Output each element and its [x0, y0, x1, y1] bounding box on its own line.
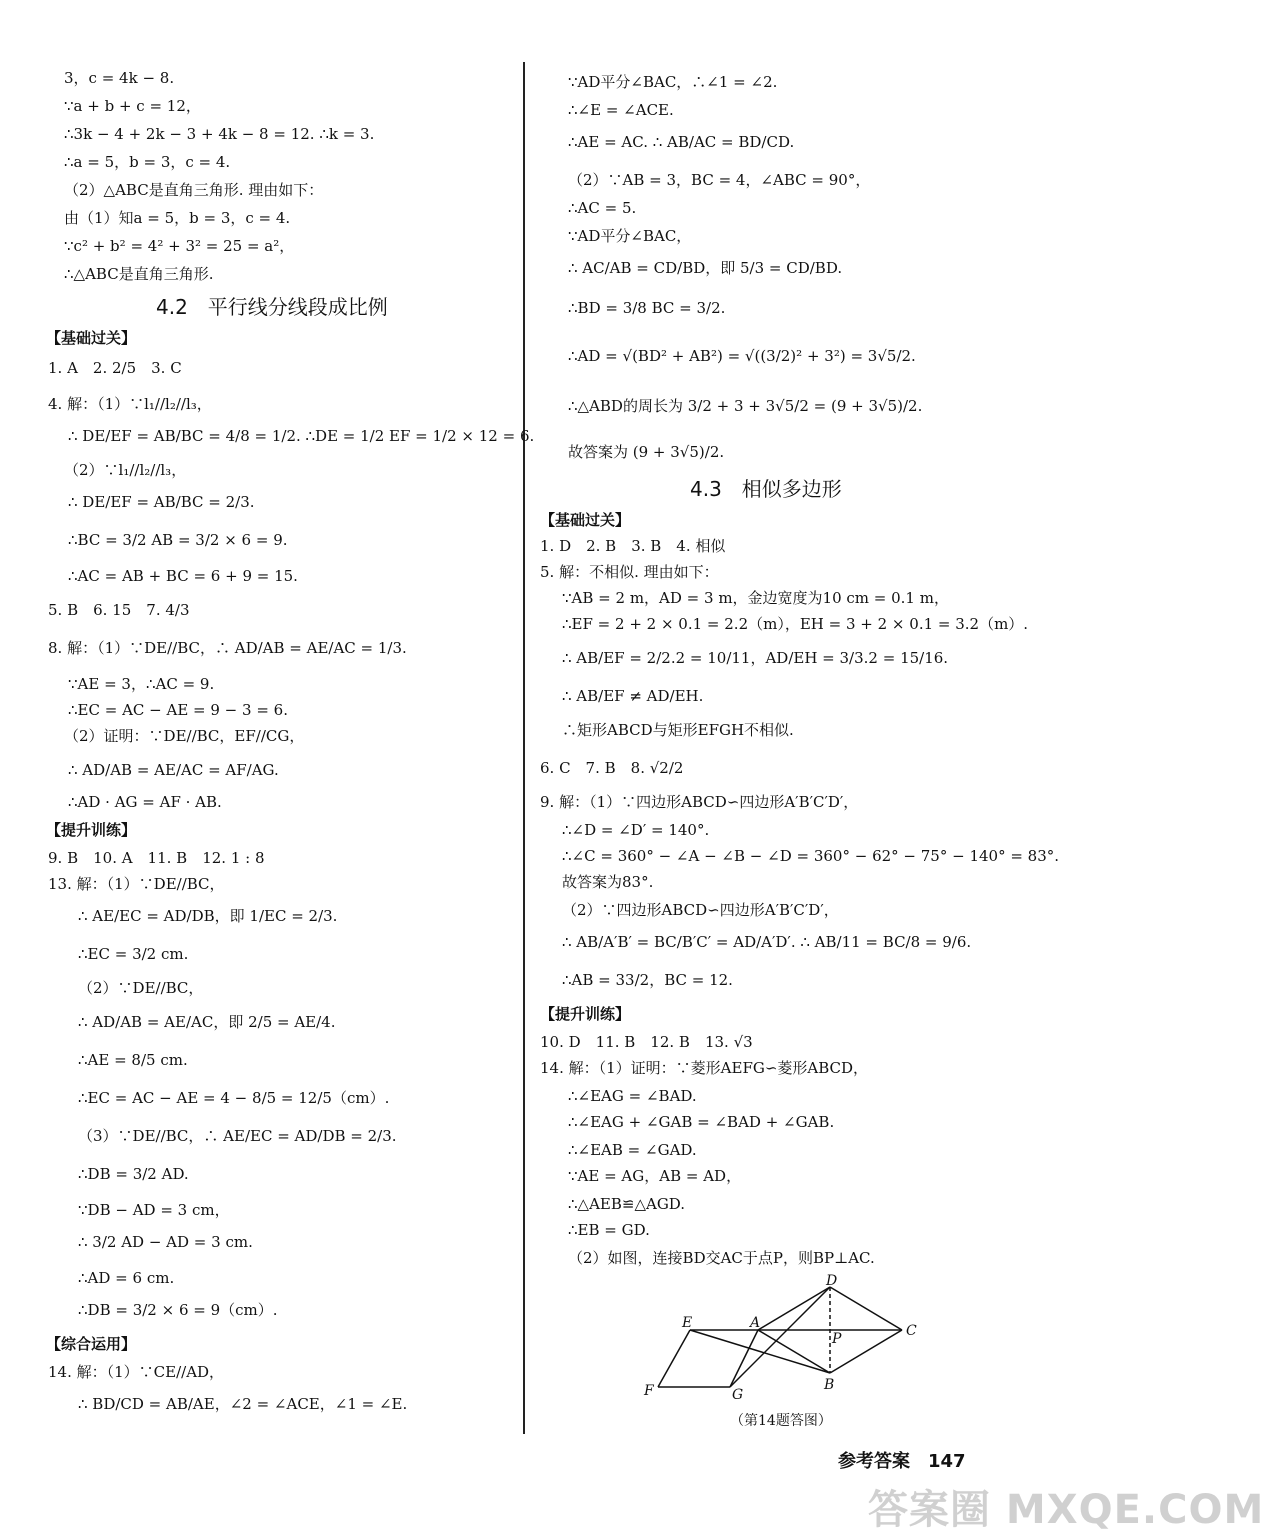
text-line: 3，c = 4k − 8.: [64, 69, 175, 87]
segment-EB: [690, 1330, 830, 1373]
text-line: （2）∵AB = 3，BC = 4，∠ABC = 90°，: [568, 171, 871, 189]
answer-line: ∴AD = 6 cm.: [78, 1269, 175, 1287]
answer-line: 8. 解：（1）∵DE//BC，∴ AD/AB = AE/AC = 1/3.: [48, 639, 407, 657]
answer-line: 9. 解：（1）∵四边形ABCD∽四边形A′B′C′D′，: [540, 793, 859, 811]
tag-improve: 【提升训练】: [46, 821, 137, 839]
answer-line: ∴∠C = 360° − ∠A − ∠B − ∠D = 360° − 62° − 75° − 140° = 83°.: [562, 847, 1060, 865]
tag-comprehensive: 【综合运用】: [46, 1335, 137, 1353]
text-line: （2）△ABC是直角三角形. 理由如下：: [64, 181, 324, 199]
segment-BA: [758, 1330, 830, 1373]
answer-line: ∵DB − AD = 3 cm，: [78, 1201, 230, 1219]
label-A: A: [750, 1315, 761, 1331]
tag-basic: 【基础过关】: [540, 511, 631, 529]
answer-line: ∵AE = 3，∴AC = 9.: [68, 675, 215, 693]
answer-line: ∴∠D = ∠D′ = 140°.: [562, 821, 710, 839]
answer-line: 10. D 11. B 12. B 13. √3: [540, 1033, 753, 1051]
section-title-4-2: 4.2 平行线分线段成比例: [156, 295, 388, 319]
answer-line: 故答案为83°.: [562, 873, 654, 891]
answer-line: ∴ BD/CD = AB/AE，∠2 = ∠ACE，∠1 = ∠E.: [78, 1395, 408, 1413]
label-B: B: [824, 1377, 835, 1393]
answer-line: 4. 解：（1）∵l₁//l₂//l₃，: [48, 395, 212, 413]
answer-line: （2）∵四边形ABCD∽四边形A′B′C′D′，: [562, 901, 839, 919]
answer-line: ∴EB = GD.: [568, 1221, 650, 1239]
label-E: E: [682, 1315, 693, 1331]
answer-line: ∵AB = 2 m，AD = 3 m，金边宽度为10 cm = 0.1 m，: [562, 589, 949, 607]
text-line: ∴AE = AC. ∴ AB/AC = BD/CD.: [568, 133, 795, 151]
answer-line: 1. A 2. 2/5 3. C: [48, 359, 182, 377]
text-line: ∴AD = √(BD² + AB²) = √((3/2)² + 3²) = 3√5/2.: [568, 347, 916, 365]
section-title-4-3: 4.3 相似多边形: [690, 477, 842, 501]
answer-line: ∴ AD/AB = AE/AC，即 2/5 = AE/4.: [78, 1013, 336, 1031]
answer-line: ∴BC = 3/2 AB = 3/2 × 6 = 9.: [68, 531, 288, 549]
answer-line: 14. 解：（1）∵CE//AD，: [48, 1363, 225, 1381]
answer-line: 5. 解：不相似. 理由如下：: [540, 563, 719, 581]
answer-line: （2）如图，连接BD交AC于点P，则BP⊥AC.: [568, 1249, 875, 1267]
segment-GD: [730, 1287, 830, 1387]
answer-line: ∴矩形ABCD与矩形EFGH不相似.: [562, 721, 794, 739]
tag-basic: 【基础过关】: [46, 329, 137, 347]
text-line: ∵c² + b² = 4² + 3² = 25 = a²，: [64, 237, 295, 255]
answer-line: ∴ AD/AB = AE/AC = AF/AG.: [68, 761, 279, 779]
answer-line: ∴ AB/EF = 2/2.2 = 10/11，AD/EH = 3/3.2 = 15/16.: [562, 649, 949, 667]
answer-line: ∴∠EAG + ∠GAB = ∠BAD + ∠GAB.: [568, 1113, 835, 1131]
answer-line: ∴AC = AB + BC = 6 + 9 = 15.: [68, 567, 298, 585]
text-line: ∴ AC/AB = CD/BD，即 5/3 = CD/BD.: [568, 259, 843, 277]
answer-line: ∴ 3/2 AD − AD = 3 cm.: [78, 1233, 253, 1251]
answer-line: ∴AD · AG = AF · AB.: [68, 793, 222, 811]
answer-line: 5. B 6. 15 7. 4/3: [48, 601, 190, 619]
tag-improve: 【提升训练】: [540, 1005, 631, 1023]
figure-caption: （第14题答图）: [730, 1413, 832, 1429]
answer-line: ∴EC = AC − AE = 9 − 3 = 6.: [68, 701, 288, 719]
answer-line: ∴EF = 2 + 2 × 0.1 = 2.2（m），EH = 3 + 2 × 0.1 = 3.2（m）.: [562, 615, 1029, 633]
answer-line: ∴EC = AC − AE = 4 − 8/5 = 12/5（cm）.: [78, 1089, 390, 1107]
label-D: D: [826, 1273, 838, 1289]
answer-line: 13. 解：（1）∵DE//BC，: [48, 875, 225, 893]
answer-line: ∴∠EAB = ∠GAD.: [568, 1141, 697, 1159]
answer-line: （2）∵DE//BC，: [78, 979, 204, 997]
answer-line: ∴∠EAG = ∠BAD.: [568, 1087, 697, 1105]
answer-line: （3）∵DE//BC，∴ AE/EC = AD/DB = 2/3.: [78, 1127, 397, 1145]
text-line: ∴3k − 4 + 2k − 3 + 4k − 8 = 12. ∴k = 3.: [64, 125, 375, 143]
watermark: 答案圈 MXQE.COM: [868, 1487, 1264, 1533]
segment-GA: [730, 1330, 758, 1387]
page-footer: 参考答案 147: [838, 1451, 966, 1472]
rhombus-figure: [640, 1275, 930, 1405]
answer-line: ∴ AB/EF ≠ AD/EH.: [562, 687, 704, 705]
text-line: ∵AD平分∠BAC，: [568, 227, 692, 245]
answer-line: 9. B 10. A 11. B 12. 1 : 8: [48, 849, 265, 867]
answer-line: （2）证明：∵DE//BC，EF//CG，: [64, 727, 305, 745]
answer-line: ∴ AB/A′B′ = BC/B′C′ = AD/A′D′. ∴ AB/11 = BC/8 = 9/6.: [562, 933, 972, 951]
text-line: ∴∠E = ∠ACE.: [568, 101, 674, 119]
column-divider: [523, 62, 525, 1434]
text-line: ∴AC = 5.: [568, 199, 637, 217]
label-C: C: [906, 1323, 917, 1339]
text-line: ∵AD平分∠BAC，∴∠1 = ∠2.: [568, 73, 778, 91]
answer-line: ∴DB = 3/2 × 6 = 9（cm）.: [78, 1301, 278, 1319]
answer-line: ∴ AE/EC = AD/DB，即 1/EC = 2/3.: [78, 907, 338, 925]
text-line: ∴△ABC是直角三角形.: [64, 265, 214, 283]
answer-line: 14. 解：（1）证明：∵菱形AEFG∽菱形ABCD，: [540, 1059, 869, 1077]
answer-line: ∴ DE/EF = AB/BC = 4/8 = 1/2. ∴DE = 1/2 EF = 1/2 × 12 = 6.: [68, 427, 535, 445]
text-line: ∴BD = 3/8 BC = 3/2.: [568, 299, 726, 317]
answer-line: 6. C 7. B 8. √2/2: [540, 759, 684, 777]
text-line: ∵a + b + c = 12，: [64, 97, 201, 115]
answer-line: 1. D 2. B 3. B 4. 相似: [540, 537, 726, 555]
segment-DC: [830, 1287, 902, 1330]
answer-line: （2）∵l₁//l₂//l₃，: [64, 461, 187, 479]
answer-line: ∴△AEB≌△AGD.: [568, 1195, 686, 1213]
answer-line: ∴ DE/EF = AB/BC = 2/3.: [68, 493, 255, 511]
answer-line: ∴AE = 8/5 cm.: [78, 1051, 188, 1069]
answer-line: ∴AB = 33/2，BC = 12.: [562, 971, 733, 989]
segment-EF: [658, 1330, 690, 1387]
label-F: F: [644, 1383, 654, 1399]
label-P: P: [832, 1331, 842, 1347]
answer-line: ∵AE = AG，AB = AD，: [568, 1167, 742, 1185]
text-line: ∴△ABD的周长为 3/2 + 3 + 3√5/2 = (9 + 3√5)/2.: [568, 397, 923, 415]
answer-line: ∴EC = 3/2 cm.: [78, 945, 189, 963]
label-G: G: [732, 1387, 744, 1403]
text-line: ∴a = 5，b = 3，c = 4.: [64, 153, 231, 171]
answer-line: ∴DB = 3/2 AD.: [78, 1165, 189, 1183]
text-line: 由（1）知a = 5，b = 3，c = 4.: [64, 209, 291, 227]
text-line: 故答案为 (9 + 3√5)/2.: [568, 443, 725, 461]
